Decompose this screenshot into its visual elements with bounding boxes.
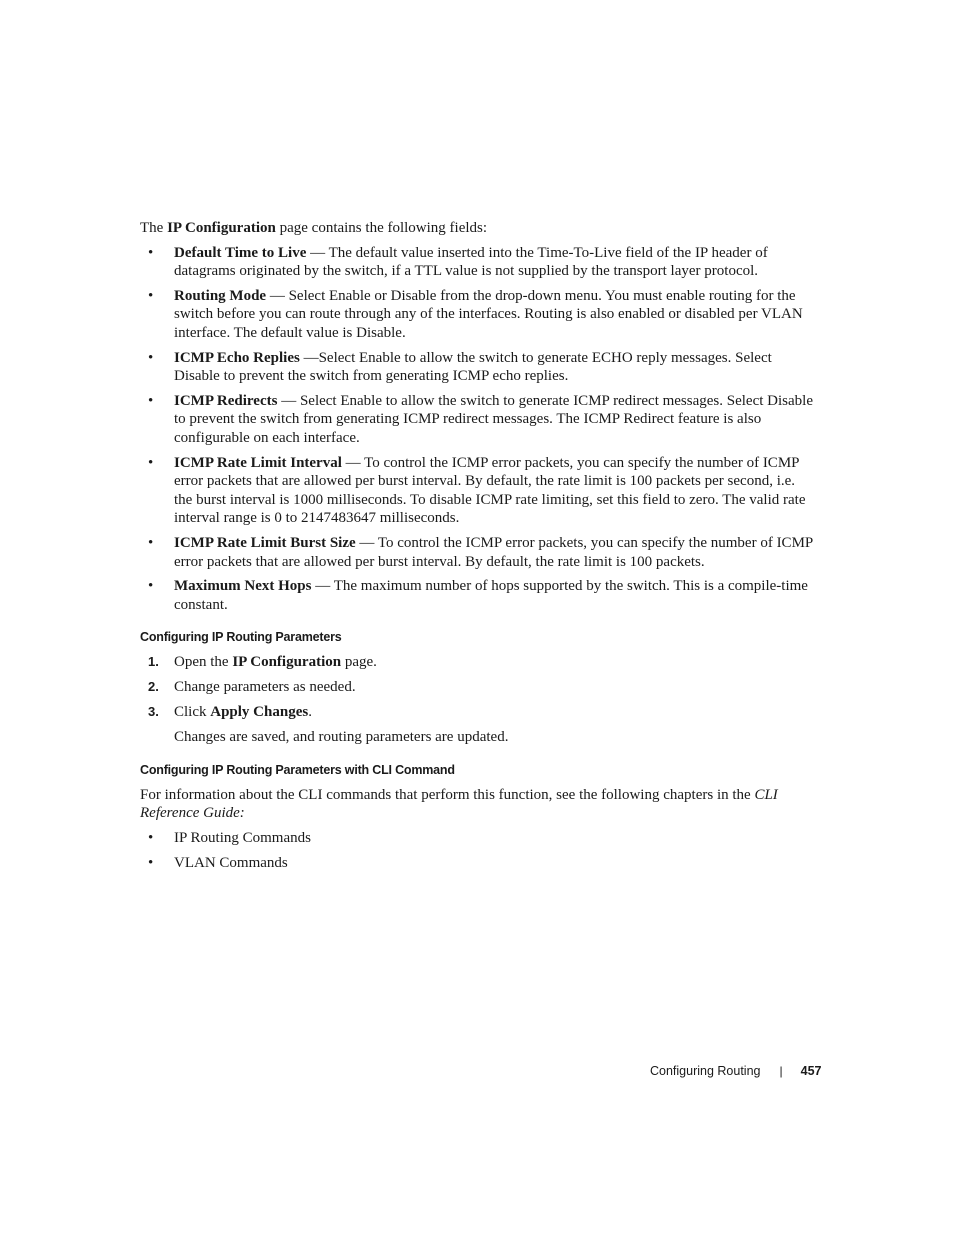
field-term: ICMP Redirects [174,392,278,409]
step-number: 2. [148,679,159,695]
step-number: 1. [148,654,159,670]
list-item [140,287,815,343]
chapter-title: Configuring Routing [650,1064,761,1078]
list-item [140,244,815,281]
field-description: — The maximum number of hops supported by the switch. This is a compile-time constant. [174,578,808,613]
step-item: 3. Click Apply Changes. [148,704,312,721]
bullet-icon: • [148,244,154,261]
field-description: — To control the ICMP error packets, you can specify the number of ICMP error packets that are allowed per burst interval. By default, the rate limit is 100 packets. [174,534,813,570]
fields-intro: The IP Configuration page contains the following fields: [140,220,488,236]
list-item [140,577,815,614]
field-term: ICMP Echo Replies [174,349,300,366]
field-term: Maximum Next Hops [174,578,312,595]
field-description: — Select Enable to allow the switch to generate ICMP redirect messages. Select Disable to prevent the switch from generating ICMP redirect messages. The ICMP Redirect feature is also configurable on each interface. [174,392,813,446]
bullet-icon: • [148,578,154,595]
field-description: —Select Enable to allow the switch to generate ECHO reply messages. Select Disable to prevent the switch from generating ICMP echo replies. [174,349,772,385]
page-name: IP Configuration [167,220,276,236]
footer-separator: | [779,1064,783,1078]
procedure-steps [140,653,815,722]
page-footer [650,1062,821,1081]
bullet-icon: • [148,287,154,304]
list-item [140,454,815,528]
page-number: 457 [800,1064,822,1078]
step-item: 2. Change parameters as needed. [148,679,356,696]
field-description: — Select Enable or Disable from the drop-down menu. You must enable routing for the switch before you can route through any of the interfaces. Routing is also enabled or disabled per VLAN interface. The default value is Disable. [174,287,803,341]
step-number: 3. [148,704,159,720]
field-description: — To control the ICMP error packets, you can specify the number of ICMP error packets that are allowed per burst interval. By default, the rate limit is 100 packets per second, i.e. the burst interval is 1000 milliseconds. To disable ICMP rate limiting, set this field to zero. The valid rate interval range is 0 to 2147483647 milliseconds. [174,454,806,527]
bullet-icon: • [148,392,154,409]
section-heading: Configuring IP Routing Parameters [140,630,342,645]
list-item [140,349,815,386]
field-description: — The default value inserted into the Time-To-Live field of the IP header of datagrams originated by the switch, if a TTL value is not supplied by the transport layer protocol. [174,244,768,280]
bullet-icon: • [148,854,154,871]
chapter-list [140,829,815,872]
page-content [140,219,815,878]
field-term: Routing Mode [174,287,267,304]
field-term: Default Time to Live [174,244,307,261]
section-heading: Configuring IP Routing Parameters with CLI Command [140,762,455,777]
list-item [140,534,815,571]
bullet-icon: • [148,454,154,471]
step-item: 1. Open the IP Configuration page. [148,654,377,671]
bullet-icon: • [148,349,154,366]
field-term: ICMP Rate Limit Burst Size [174,534,356,551]
field-list [140,244,815,615]
bullet-icon: • [148,534,154,551]
guide-title: CLI Reference Guide: [140,786,778,822]
list-item [140,854,815,873]
field-term: ICMP Rate Limit Interval [174,454,342,471]
cli-intro: For information about the CLI commands that perform this function, see the following chapters in the CLI Reference Guide: [140,786,778,822]
bullet-icon: • [148,830,154,847]
chapter-name: IP Routing Commands [174,830,311,847]
list-item [140,829,815,848]
chapter-name: VLAN Commands [174,854,288,871]
list-item [140,392,815,448]
step-result: Changes are saved, and routing parameters are updated. [174,729,509,746]
